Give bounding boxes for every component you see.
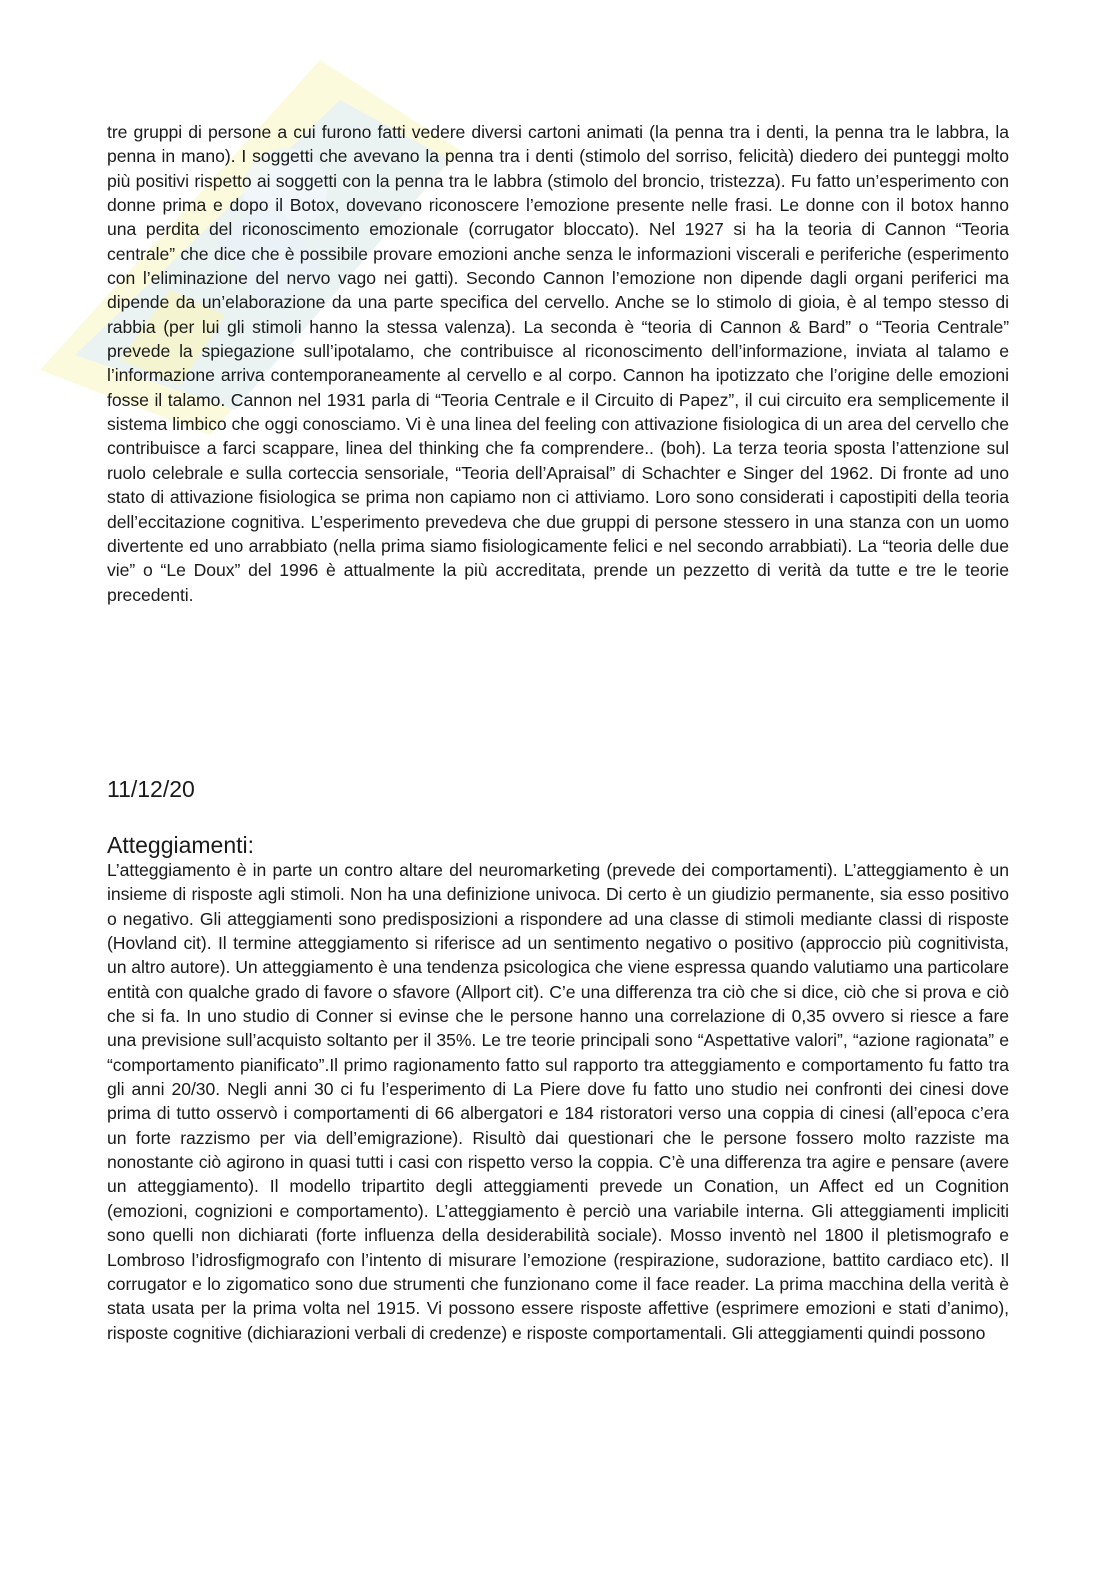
- body-paragraph-atteggiamenti: L’atteggiamento è in parte un contro altare del neuromarketing (prevede dei comportamenti). L’atteggiamento è un insieme di risposte agli stimoli. Non ha una definizione univoca. Di certo è un giudizio permanente, sia esso positivo o negativo. Gli atteggiamenti sono predisposizioni a rispondere ad una classe di stimoli mediante classi di risposte (Hovland cit). Il termine atteggiamento si riferisce ad un sentimento negativo o positivo (approccio più cognitivista, un altro autore). Un atteggiamento è una tendenza psicologica che viene espressa quando valutiamo una particolare entità con qualche grado di favore o sfavore (Allport cit). C’e una differenza tra ciò che si dice, ciò che si prova e ciò che si fa. In uno studio di Conner si evinse che le persone hanno una correlazione di 0,35 ovvero si riesce a fare una previsione sull’acquisto soltanto per il 35%. Le tre teorie principali sono “Aspettative valori”, “azione ragionata” e “comportamento pianificato”.Il primo ragionamento fatto sul rapporto tra atteggiamento e comportamento fu fatto tra gli anni 20/30. Negli anni 30 ci fu l’esperimento di La Piere dove fu fatto uno studio nei confronti dei cinesi dove prima di tutto osservò i comportamenti di 66 albergatori e 184 ristoratori verso una coppia di cinesi (all’epoca c’era un forte razzismo per via dell’emigrazione). Risultò dai questionari che le persone fossero molto razziste ma nonostante ciò agirono in quasi tutti i casi con rispetto verso la coppia. C’è una differenza tra agire e pensare (avere un atteggiamento). Il modello tripartito degli atteggiamenti prevede un Conation, un Affect ed un Cognition (emozioni, cognizioni e comportamento). L’atteggiamento è perciò una variabile interna. Gli atteggiamenti impliciti sono quelli non dichiarati (forte influenza della desiderabilità sociale). Mosso inventò nel 1800 il pletismografo e Lombroso l’idrosfigmografo con l’intento di misurare l’emozione (respirazione, sudorazione, battito cardiaco etc). Il corrugator e lo zigomatico sono due strumenti che funzionano come il face reader. La prima macchina della verità è stata usata per la prima volta nel 1915. Vi possono essere risposte affettive (esprimere emozioni e stati d’animo), risposte cognitive (dichiarazioni verbali di credenze) e risposte comportamentali. Gli atteggiamenti quindi possono: [107, 860, 1009, 1343]
- section-date: 11/12/20: [107, 776, 195, 802]
- second-text-block: [107, 858, 1009, 1345]
- section-heading-atteggiamenti: Atteggiamenti:: [107, 832, 255, 858]
- body-paragraph-emotion-theories: tre gruppi di persone a cui furono fatti vedere diversi cartoni animati (la penna tra i denti, la penna tra le labbra, la penna in mano). I soggetti che avevano la penna tra i denti (stimolo del sorriso, felicità) diedero dei punteggi molto più positivi rispetto ai soggetti con la penna tra le labbra (stimolo del broncio, tristezza). Fu fatto un’esperimento con donne prima e dopo il Botox, dovevano riconoscere l’emozione presente nelle frasi. Le donne con il botox hanno una perdita del riconoscimento emozionale (corrugator bloccato). Nel 1927 si ha la teoria di Cannon “Teoria centrale” che dice che è possibile provare emozioni anche senza le informazioni viscerali e periferiche (esperimento con l’eliminazione del nervo vago nei gatti). Secondo Cannon l’emozione non dipende dagli organi periferici ma dipende da un’elaborazione da una parte specifica del cervello. Anche se lo stimolo di gioia, è al tempo stesso di rabbia (per lui gli stimoli hanno la stessa valenza). La seconda è “teoria di Cannon & Bard” o “Teoria Centrale” prevede la spiegazione sull’ipotalamo, che contribuisce al riconoscimento dell’informazione, inviata al talamo e l’informazione arriva contemporaneamente al cervello e al corpo. Cannon ha ipotizzato che l’origine delle emozioni fosse il talamo. Cannon nel 1931 parla di “Teoria Centrale e il Circuito di Papez”, il cui circuito era semplicemente il sistema limbico che oggi conosciamo. Vi è una linea del feeling con attivazione fisiologica di un area del cervello che contribuisce a farci scappare, linea del thinking che fa comprendere.. (boh). La terza teoria sposta l’attenzione sul ruolo celebrale e sulla corteccia sensoriale, “Teoria dell’Apraisal” di Schachter e Singer del 1962. Di fronte ad uno stato di attivazione fisiologica se prima non capiamo non ci attiviamo. Loro sono considerati i capostipiti della teoria dell’eccitazione cognitiva. L’esperimento prevedeva che due gruppi di persone stessero in una stanza con un uomo divertente ed uno arrabbiato (nella prima siamo fisiologicamente felici e nel secondo arrabbiati). La “teoria delle due vie” o “Le Doux” del 1996 è attualmente la più accreditata, prende un pezzetto di verità da tutte e tre le teorie precedenti.: [107, 122, 1009, 605]
- first-text-block: [107, 120, 1009, 607]
